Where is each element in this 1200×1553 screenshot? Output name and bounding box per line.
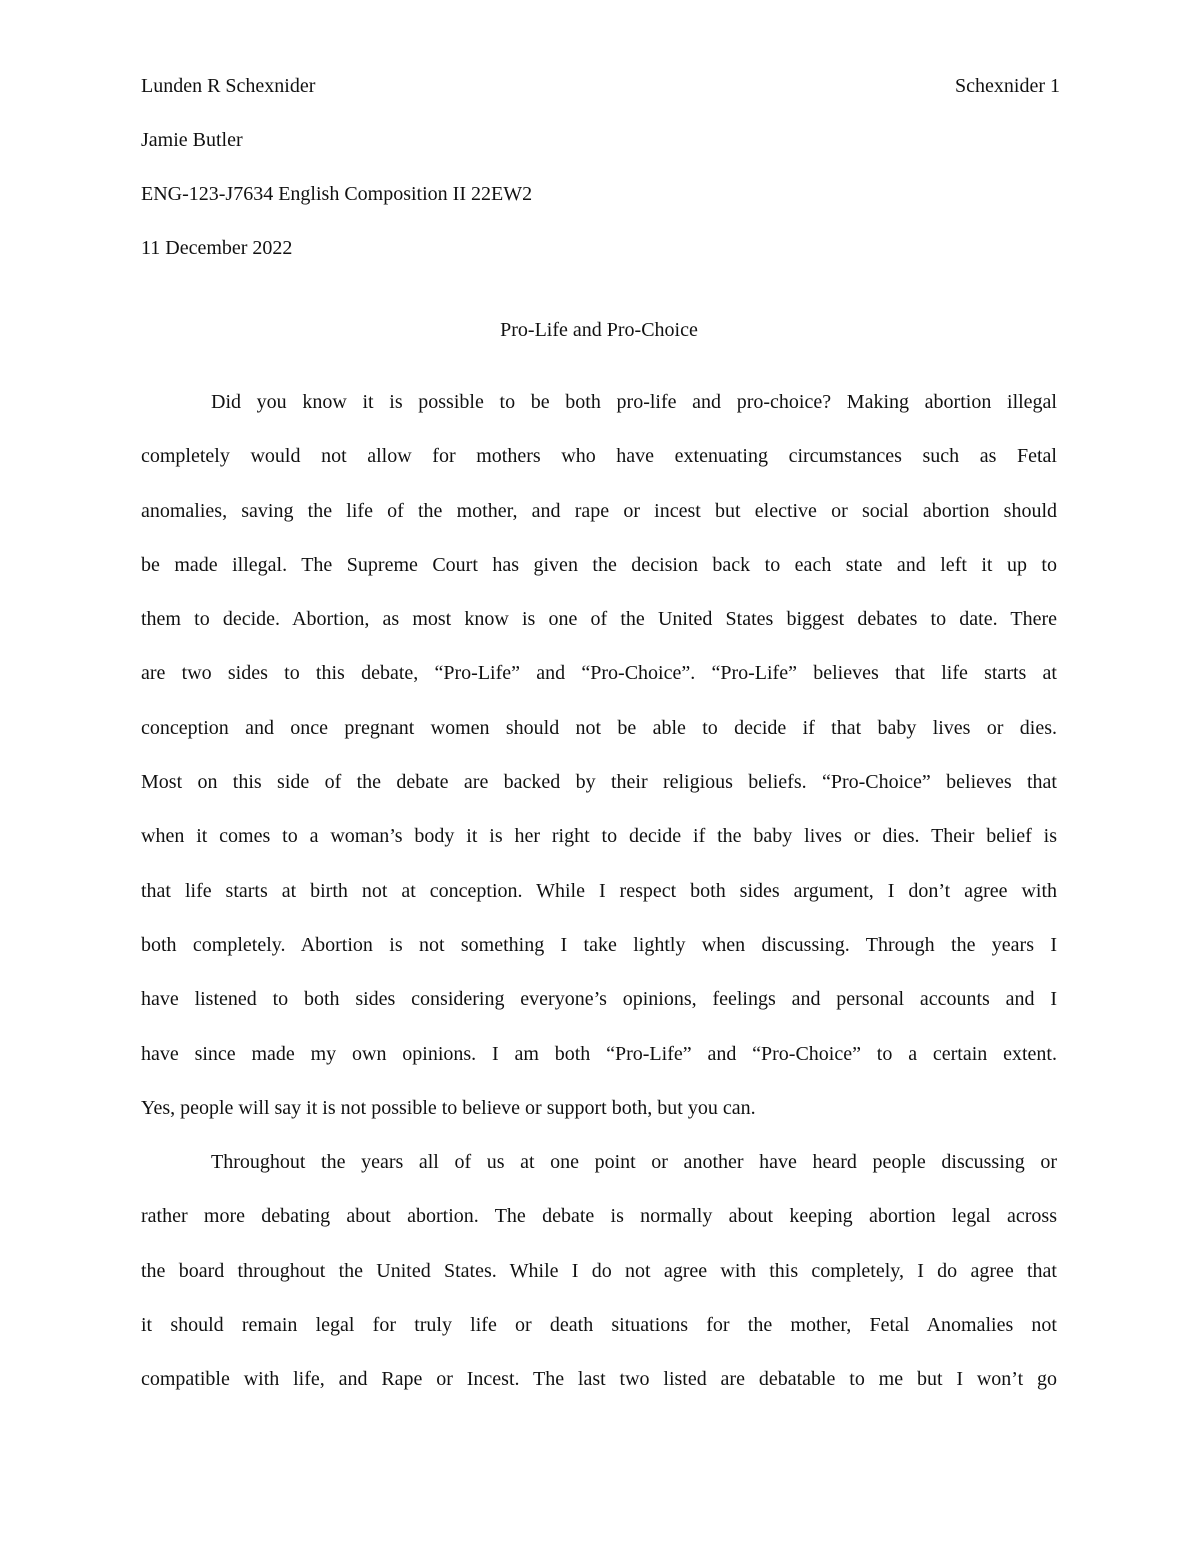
paragraph-1 — [141, 390, 1057, 1150]
text-line: anomalies, saving the life of the mother, and rape or incest but elective or social abortion should — [141, 499, 1057, 522]
text-line: the board throughout the United States. While I do not agree with this completely, I do agree that — [141, 1259, 1057, 1282]
text-line: Throughout the years all of us at one point or another have heard people discussing or — [211, 1151, 1057, 1174]
text-line: have since made my own opinions. I am both “Pro-Life” and “Pro-Choice” to a certain extent. — [141, 1042, 1057, 1065]
text-line: Yes, people will say it is not possible to believe or support both, but you can. — [141, 1096, 756, 1119]
course-name: ENG-123-J7634 English Composition II 22EW2 — [141, 183, 533, 205]
essay-title: Pro-Life and Pro-Choice — [500, 319, 698, 341]
instructor-name: Jamie Butler — [141, 129, 243, 151]
text-line: that life starts at birth not at conception. While I respect both sides argument, I don’t agree with — [141, 879, 1057, 902]
text-line: have listened to both sides considering everyone’s opinions, feelings and personal accounts and I — [141, 988, 1057, 1011]
running-header-page-number: Schexnider 1 — [955, 75, 1060, 97]
text-line: it should remain legal for truly life or death situations for the mother, Fetal Anomalies not — [141, 1314, 1057, 1337]
text-line: rather more debating about abortion. The debate is normally about keeping abortion legal across — [141, 1205, 1057, 1228]
text-line: be made illegal. The Supreme Court has given the decision back to each state and left it up to — [141, 553, 1057, 576]
text-line: when it comes to a woman’s body it is her right to decide if the baby lives or dies. Their belief is — [141, 825, 1057, 848]
text-line: Did you know it is possible to be both pro-life and pro-choice? Making abortion illegal — [211, 391, 1057, 413]
text-line: are two sides to this debate, “Pro-Life” and “Pro-Choice”. “Pro-Life” believes that life starts at — [141, 662, 1057, 685]
submission-date: 11 December 2022 — [141, 237, 293, 259]
text-line: Most on this side of the debate are backed by their religious beliefs. “Pro-Choice” believes that — [141, 771, 1057, 794]
document-body — [141, 74, 1057, 1422]
student-name: Lunden R Schexnider — [141, 75, 316, 97]
text-line: compatible with life, and Rape or Incest. The last two listed are debatable to me but I won’t go — [141, 1368, 1057, 1391]
text-line: completely would not allow for mothers who have extenuating circumstances such as Fetal — [141, 445, 1057, 468]
paragraph-2 — [141, 1150, 1057, 1421]
text-line: conception and once pregnant women should not be able to decide if that baby lives or dies. — [141, 716, 1057, 739]
text-line: both completely. Abortion is not something I take lightly when discussing. Through the years I — [141, 933, 1057, 956]
text-line: them to decide. Abortion, as most know is one of the United States biggest debates to date. There — [141, 608, 1057, 631]
